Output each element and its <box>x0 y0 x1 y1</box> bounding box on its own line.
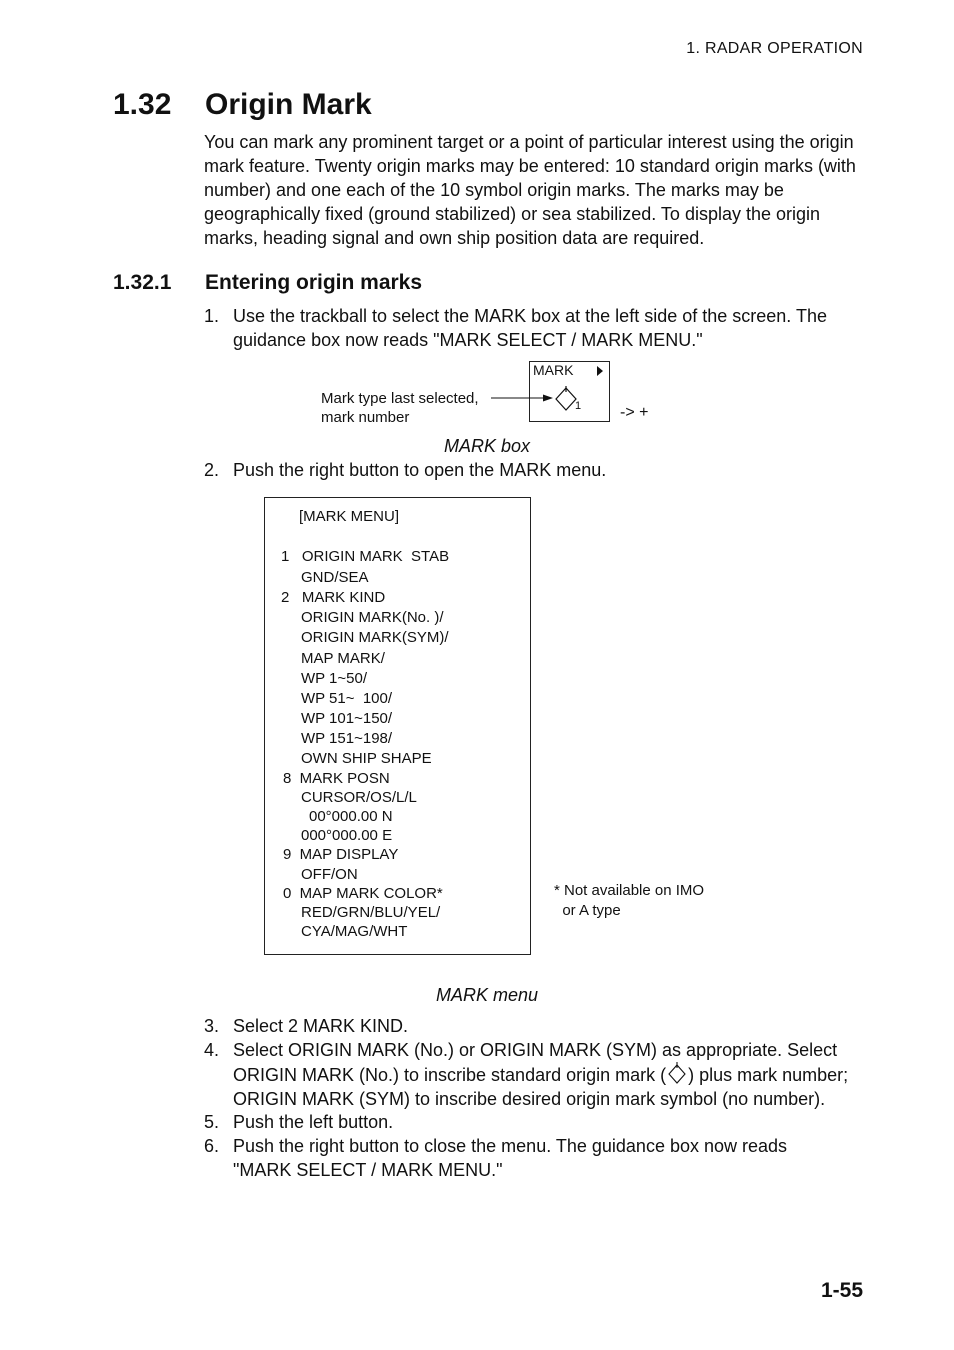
step-5 <box>204 1110 864 1134</box>
footnote-line1: * Not available on IMO <box>554 882 705 899</box>
menu-line: WP 1~50/ <box>301 670 368 687</box>
section-title-text: Origin Mark <box>205 88 372 121</box>
step-text-with-icon <box>233 1062 864 1087</box>
intro-paragraph: You can mark any prominent target or a point of particular interest using the origin mark feature. Twenty origin marks may be entered: 10 standard origin marks (with number) and one each of the 10 symbol origin marks. The marks may be geographically fixed (ground stabilized) or sea stabilized. To display the origin marks, heading signal and own ship position data are required. <box>204 132 856 248</box>
footnote-line2: or A type <box>554 902 621 919</box>
mark-box-label: MARK <box>533 362 574 378</box>
step-text: Select 2 MARK KIND. <box>233 1016 409 1036</box>
step-text: ORIGIN MARK (SYM) to inscribe desired origin mark symbol (no number). <box>233 1089 826 1109</box>
menu-line: OFF/ON <box>301 866 358 883</box>
menu-line: 1 ORIGIN MARK STAB <box>281 548 450 565</box>
step-3 <box>204 1014 864 1038</box>
menu-line: ORIGIN MARK(SYM)/ <box>301 629 449 646</box>
leader-arrow <box>491 393 555 403</box>
section-number: 1.32 <box>113 88 172 121</box>
mark-box-caption: MARK box <box>444 436 531 456</box>
menu-line: WP 101~150/ <box>301 710 393 727</box>
subsection-title <box>113 271 422 295</box>
step-text: Push the right button to close the menu. The guidance box now reads <box>233 1136 788 1156</box>
step-1 <box>204 304 864 352</box>
step-text: guidance box now reads "MARK SELECT / MARK MENU." <box>233 330 703 350</box>
triangle-right-icon <box>596 366 604 376</box>
menu-line: 2 MARK KIND <box>281 589 386 606</box>
menu-line: 00°000.00 N <box>309 808 393 825</box>
menu-line: MAP MARK/ <box>301 650 385 667</box>
menu-line: 0 MAP MARK COLOR* <box>283 885 443 902</box>
step-text: Use the trackball to select the MARK box at the left side of the screen. The <box>233 306 827 326</box>
menu-line: CYA/MAG/WHT <box>301 923 408 940</box>
origin-mark-icon <box>667 1062 687 1084</box>
step-number: 4. <box>204 1040 220 1060</box>
step-4 <box>204 1038 864 1111</box>
menu-title: [MARK MENU] <box>299 508 400 525</box>
section-title <box>113 88 372 122</box>
menu-line: WP 151~198/ <box>301 730 393 747</box>
step-number: 6. <box>204 1136 220 1156</box>
step-6 <box>204 1134 864 1182</box>
menu-line: RED/GRN/BLU/YEL/ <box>301 904 441 921</box>
step-text: Push the right button to open the MARK menu. <box>233 460 607 480</box>
mark-menu-caption: MARK menu <box>436 985 539 1005</box>
leader-label-line2: mark number <box>321 409 410 426</box>
step-number: 5. <box>204 1112 220 1132</box>
subsection-title-text: Entering origin marks <box>205 271 423 294</box>
running-head: 1. RADAR OPERATION <box>686 40 863 57</box>
step-text-part: ORIGIN MARK (No.) to inscribe standard origin mark ( <box>233 1065 667 1085</box>
step-text: Push the left button. <box>233 1112 394 1132</box>
menu-line: 9 MAP DISPLAY <box>283 846 399 863</box>
step-text: Select ORIGIN MARK (No.) or ORIGIN MARK (SYM) as appropriate. Select <box>233 1040 838 1060</box>
menu-line: GND/SEA <box>301 569 369 586</box>
step-number: 3. <box>204 1016 220 1036</box>
menu-line: ORIGIN MARK(No. )/ <box>301 609 444 626</box>
step-number: 1. <box>204 306 220 326</box>
arrow-plus-label: -> + <box>620 404 649 421</box>
menu-line: 000°000.00 E <box>301 827 393 844</box>
page-number: 1-55 <box>820 1279 863 1302</box>
menu-line: WP 51~ 100/ <box>301 690 393 707</box>
step-text-part: ) plus mark number; <box>688 1065 849 1085</box>
menu-line: OWN SHIP SHAPE <box>301 750 432 767</box>
subsection-number: 1.32.1 <box>113 271 172 294</box>
mark-number: 1 <box>575 400 582 412</box>
menu-line: 8 MARK POSN <box>283 770 390 787</box>
step-2 <box>204 458 864 482</box>
step-number: 2. <box>204 460 220 480</box>
leader-label-line1: Mark type last selected, <box>321 390 479 407</box>
step-text: "MARK SELECT / MARK MENU." <box>233 1160 503 1180</box>
menu-line: CURSOR/OS/L/L <box>301 789 417 806</box>
